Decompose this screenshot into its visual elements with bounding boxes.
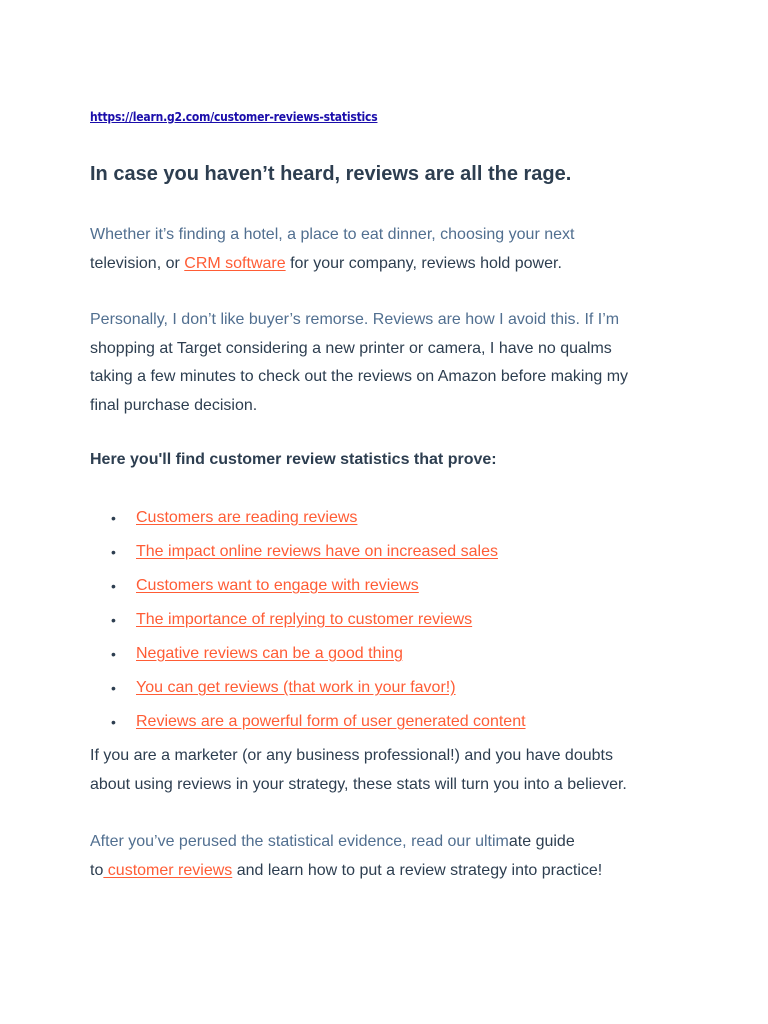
intro-paragraph — [90, 221, 690, 278]
bullet-icon: • — [111, 714, 116, 730]
personal-line-2: shopping at Target considering a new printer or camera, I have no qualms — [90, 339, 612, 357]
customer-reviews-link[interactable]: customer reviews — [103, 861, 233, 879]
marketer-paragraph — [90, 742, 690, 799]
bullet-icon: • — [111, 544, 116, 560]
guide-line-1-light: After you’ve perused the statistical evidence, read our ultim — [90, 833, 509, 850]
personal-line-4: final purchase decision. — [90, 396, 258, 414]
article-heading: In case you haven’t heard, reviews are all the rage. — [90, 163, 572, 185]
bullet-link-get-reviews[interactable]: You can get reviews (that work in your favor!) — [136, 679, 456, 696]
list-item — [90, 538, 526, 572]
marketer-line-1: If you are a marketer (or any business professional!) and you have doubts — [90, 747, 613, 764]
bullet-icon: • — [111, 510, 116, 526]
guide-paragraph — [90, 828, 690, 885]
personal-paragraph — [90, 306, 690, 420]
source-url-link[interactable]: https://learn.g2.com/customer-reviews-statistics — [90, 110, 378, 124]
bullet-link-engage-reviews[interactable]: Customers want to engage with reviews — [136, 577, 419, 594]
bullet-link-reading-reviews[interactable]: Customers are reading reviews — [136, 509, 358, 526]
bullet-link-user-generated-content[interactable]: Reviews are a powerful form of user generated content — [136, 713, 526, 730]
personal-line-1: Personally, I don’t like buyer’s remorse. Reviews are how I avoid this. If I’m — [90, 311, 620, 328]
list-item — [90, 674, 526, 708]
bullet-icon: • — [111, 680, 116, 696]
list-item — [90, 504, 526, 538]
bullet-icon: • — [111, 612, 116, 628]
bullet-link-negative-reviews[interactable]: Negative reviews can be a good thing — [136, 645, 403, 662]
list-item — [90, 640, 526, 674]
intro-line-2-post: for your company, reviews hold power. — [285, 254, 562, 272]
bullet-link-increased-sales[interactable]: The impact online reviews have on increased sales — [136, 543, 498, 560]
personal-line-3: taking a few minutes to check out the reviews on Amazon before making my — [90, 368, 629, 385]
statistics-bullet-list — [90, 504, 526, 742]
crm-software-link[interactable]: CRM software — [184, 254, 286, 272]
list-item — [90, 572, 526, 606]
marketer-line-2: about using reviews in your strategy, these stats will turn you into a believer. — [90, 775, 627, 793]
intro-line-1: Whether it’s finding a hotel, a place to eat dinner, choosing your next — [90, 226, 575, 243]
list-item — [90, 708, 526, 742]
guide-line-1-dark: ate guide — [508, 833, 575, 850]
guide-line-2-post: and learn how to put a review strategy into practice! — [232, 861, 603, 879]
bullet-icon: • — [111, 646, 116, 662]
guide-line-2-pre: to — [90, 861, 104, 879]
intro-line-2-pre: television, or — [90, 254, 185, 272]
statistics-subheading: Here you'll find customer review statistics that prove: — [90, 451, 497, 468]
bullet-icon: • — [111, 578, 116, 594]
list-item — [90, 606, 526, 640]
bullet-link-replying-reviews[interactable]: The importance of replying to customer reviews — [136, 611, 473, 628]
